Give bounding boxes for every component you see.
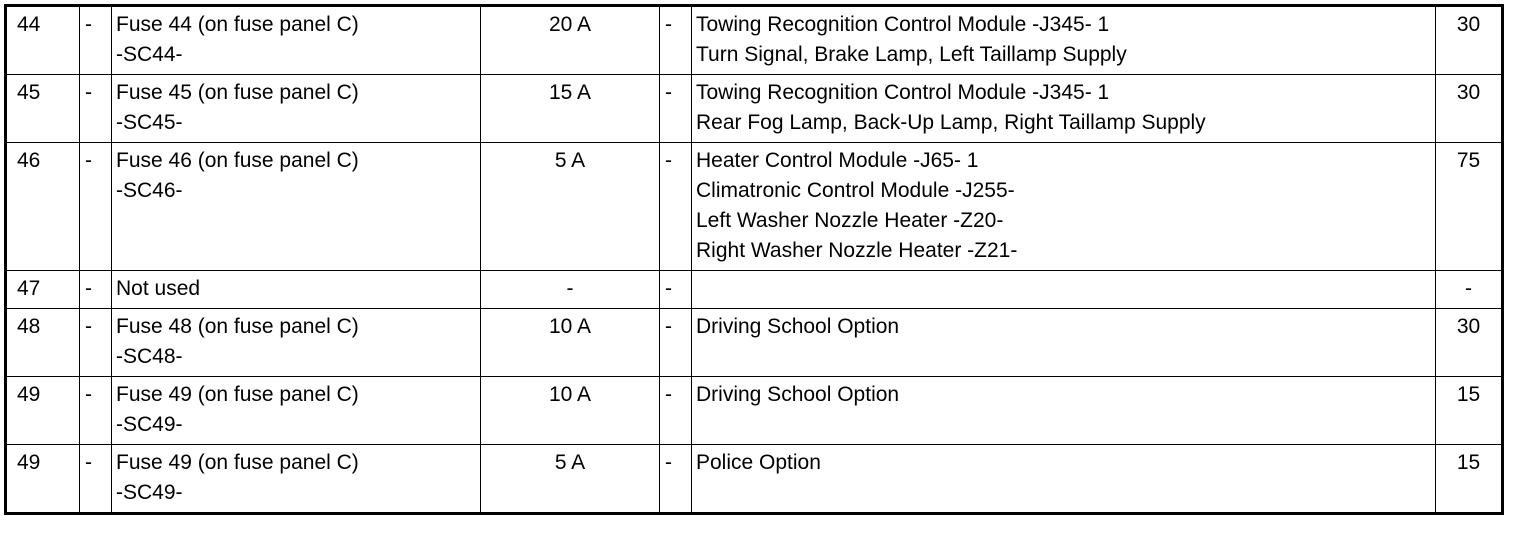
separator-cell: - [660, 377, 692, 445]
separator-cell: - [80, 143, 112, 271]
amperage-cell: 5 A [481, 143, 660, 271]
fuse-name-cell: Fuse 48 (on fuse panel C) -SC48- [112, 309, 481, 377]
amperage-cell: 10 A [481, 377, 660, 445]
table-row-fuse-49-driving-school [7, 377, 1501, 445]
component-description-cell: Driving School Option [692, 377, 1436, 445]
component-description-cell: Towing Recognition Control Module -J345- 1 Rear Fog Lamp, Back-Up Lamp, Right Taillamp Supply [692, 75, 1436, 143]
terminal-cell: 15 [1436, 445, 1502, 513]
separator-cell: - [80, 271, 112, 309]
separator-cell: - [660, 309, 692, 377]
terminal-cell: 15 [1436, 377, 1502, 445]
fuse-number-cell: 49 [7, 445, 80, 513]
fuse-name-cell: Fuse 46 (on fuse panel C) -SC46- [112, 143, 481, 271]
separator-cell: - [80, 377, 112, 445]
table-row-fuse-46 [7, 143, 1501, 271]
amperage-cell: 20 A [481, 7, 660, 75]
table-row-fuse-49-police [7, 445, 1501, 513]
terminal-cell: - [1436, 271, 1502, 309]
component-description-cell: Heater Control Module -J65- 1 Climatronic Control Module -J255- Left Washer Nozzle Heater -Z20- Right Washer Nozzle Heater -Z21- [692, 143, 1436, 271]
component-description-cell: Towing Recognition Control Module -J345- 1 Turn Signal, Brake Lamp, Left Taillamp Supply [692, 7, 1436, 75]
separator-cell: - [660, 143, 692, 271]
amperage-cell: 10 A [481, 309, 660, 377]
fuse-number-cell: 47 [7, 271, 80, 309]
terminal-cell: 30 [1436, 309, 1502, 377]
fuse-number-cell: 44 [7, 7, 80, 75]
component-description-cell: Police Option [692, 445, 1436, 513]
fuse-name-cell: Fuse 49 (on fuse panel C) -SC49- [112, 377, 481, 445]
fuse-name-cell: Fuse 49 (on fuse panel C) -SC49- [112, 445, 481, 513]
table-row-fuse-48 [7, 309, 1501, 377]
separator-cell: - [80, 75, 112, 143]
table-row-fuse-44 [7, 7, 1501, 75]
terminal-cell: 30 [1436, 75, 1502, 143]
fuse-name-cell: Fuse 44 (on fuse panel C) -SC44- [112, 7, 481, 75]
separator-cell: - [80, 445, 112, 513]
component-description-cell [692, 271, 1436, 309]
fuse-number-cell: 49 [7, 377, 80, 445]
separator-cell: - [660, 445, 692, 513]
amperage-cell: 15 A [481, 75, 660, 143]
fuse-number-cell: 46 [7, 143, 80, 271]
separator-cell: - [660, 7, 692, 75]
amperage-cell: - [481, 271, 660, 309]
separator-cell: - [660, 75, 692, 143]
amperage-cell: 5 A [481, 445, 660, 513]
table-row-fuse-47 [7, 271, 1501, 309]
fuse-name-cell: Fuse 45 (on fuse panel C) -SC45- [112, 75, 481, 143]
fuse-name-cell: Not used [112, 271, 481, 309]
fuse-table [7, 7, 1501, 512]
table-row-fuse-45 [7, 75, 1501, 143]
separator-cell: - [660, 271, 692, 309]
fuse-number-cell: 48 [7, 309, 80, 377]
component-description-cell: Driving School Option [692, 309, 1436, 377]
fuse-number-cell: 45 [7, 75, 80, 143]
fuse-table-frame [4, 4, 1504, 515]
separator-cell: - [80, 309, 112, 377]
separator-cell: - [80, 7, 112, 75]
terminal-cell: 75 [1436, 143, 1502, 271]
terminal-cell: 30 [1436, 7, 1502, 75]
